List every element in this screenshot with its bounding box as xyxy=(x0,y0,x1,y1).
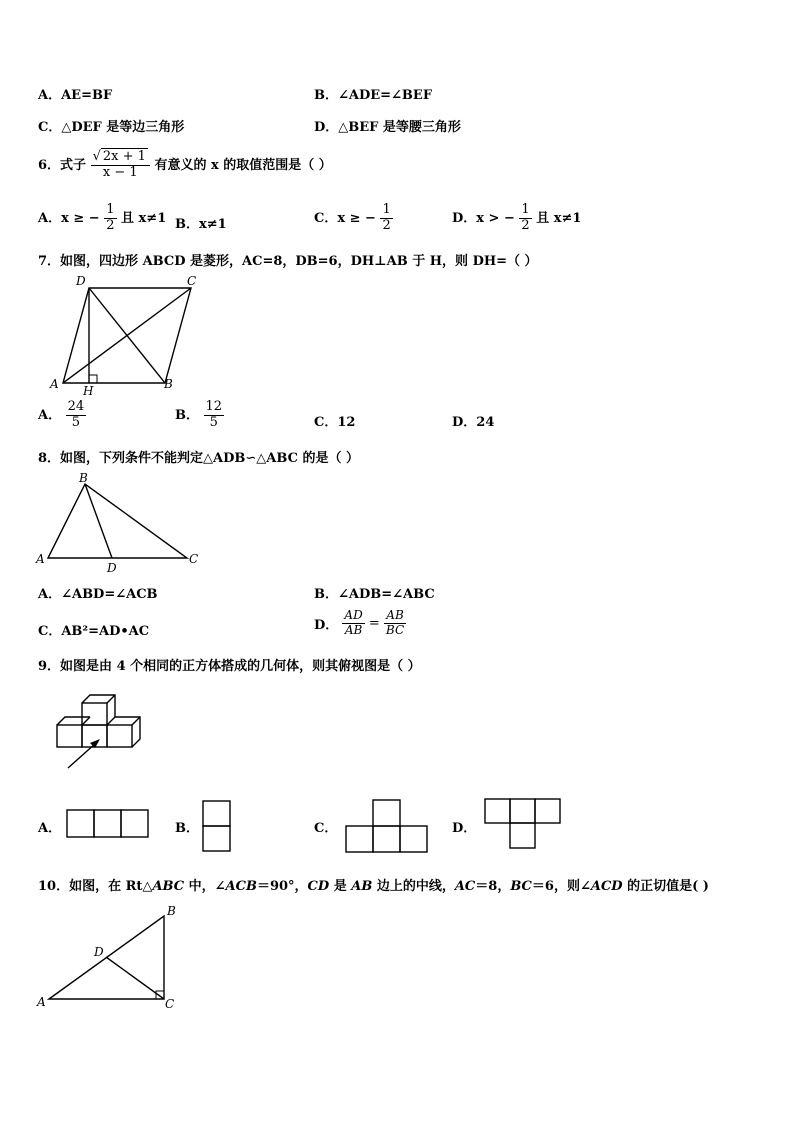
q10-stem-part: 边上的中线， xyxy=(372,879,455,894)
q10-stem xyxy=(38,875,709,894)
q8-option-d-fraction-2 xyxy=(384,609,406,638)
q9-option-b: B． xyxy=(175,821,199,836)
q10-label-c: C xyxy=(165,997,175,1011)
q10-stem-part: ACD xyxy=(590,879,623,894)
q8-option-c: C．AB²=AD•AC xyxy=(38,624,150,639)
fraction-denominator: AB xyxy=(344,622,363,637)
q6-stem xyxy=(38,150,332,181)
q5-option-c: C．△DEF 是等边三角形 xyxy=(38,120,185,135)
q8-option-b: B．∠ADB=∠ABC xyxy=(314,587,435,602)
q7-option-a-fraction xyxy=(66,400,87,431)
q8-option-d-label: D． xyxy=(314,617,339,633)
fraction-numerator: 1 xyxy=(382,202,391,217)
q8-label-d: D xyxy=(107,561,117,575)
q9-cubes-figure xyxy=(50,688,170,778)
fraction-denominator: BC xyxy=(385,622,405,637)
q6-option-d-post: 且 x≠1 xyxy=(536,210,582,226)
q10-stem-part: 中，∠ xyxy=(184,879,226,894)
q5-option-b: B．∠ADE=∠BEF xyxy=(314,88,433,103)
q10-stem-part: CD xyxy=(307,879,330,894)
q7-option-b xyxy=(175,400,224,431)
fraction-numerator: 1 xyxy=(521,202,530,217)
fraction-numerator: AD xyxy=(344,608,363,622)
q10-right-triangle-figure xyxy=(34,900,184,1015)
q6-option-a-fraction xyxy=(104,203,116,234)
q8-label-b: B xyxy=(79,471,88,485)
fraction-numerator: AB xyxy=(384,609,406,624)
q7-label-a: A xyxy=(50,377,59,391)
q9-option-c-grid xyxy=(345,799,429,855)
q5-option-a: A．AE=BF xyxy=(38,88,113,103)
q7-option-b-label: B． xyxy=(175,407,199,423)
q6-option-a-pre: A．x ≥ − xyxy=(38,210,100,226)
q7-option-d: D．24 xyxy=(452,415,495,430)
fraction-numerator: 24 xyxy=(67,399,85,414)
q6-prefix: 6．式子 xyxy=(38,157,87,173)
q8-label-c: C xyxy=(189,552,199,566)
q10-stem-part: 10．如图，在 Rt△ xyxy=(38,879,153,894)
q6-fraction-numerator xyxy=(91,150,150,166)
q7-option-c: C．12 xyxy=(314,415,356,430)
q10-label-a: A xyxy=(37,995,46,1009)
q6-suffix: 有意义的 x 的取值范围是（ ） xyxy=(154,157,332,173)
q6-option-d xyxy=(452,203,581,234)
fraction-numerator: 1 xyxy=(106,202,115,217)
fraction-denominator: 2 xyxy=(106,217,115,233)
q6-radicand: 2x + 1 xyxy=(102,149,146,164)
q6-option-c-fraction xyxy=(380,203,392,234)
q9-option-a: A． xyxy=(38,821,62,836)
q7-option-a xyxy=(38,400,86,431)
q9-option-c: C． xyxy=(314,821,338,836)
q8-label-a: A xyxy=(36,552,45,566)
q10-stem-part: ABC xyxy=(152,879,185,894)
q9-stem: 9．如图是由 4 个相同的正方体搭成的几何体，则其俯视图是（ ） xyxy=(38,659,421,674)
q9-option-d: D． xyxy=(452,821,477,836)
q7-label-b: B xyxy=(164,377,173,391)
q9-option-b-grid xyxy=(202,800,232,854)
q9-option-a-grid xyxy=(66,809,150,839)
q7-label-c: C xyxy=(187,274,197,288)
q10-stem-part: ACB xyxy=(225,879,257,894)
q10-stem-part: AB xyxy=(351,879,373,894)
fraction-denominator: 5 xyxy=(71,414,81,430)
q8-option-d-equals: = xyxy=(368,615,380,631)
q8-triangle-figure xyxy=(32,468,207,576)
q6-option-b: B．x≠1 xyxy=(175,217,227,232)
q7-rhombus-figure xyxy=(40,268,215,398)
sqrt-icon: √ 2x + 1 xyxy=(92,149,146,164)
q10-stem-part: BC xyxy=(510,879,532,894)
fraction-denominator: 2 xyxy=(382,217,391,233)
q6-option-a-post: 且 x≠1 xyxy=(121,210,167,226)
fraction-denominator: 5 xyxy=(209,414,218,430)
fraction-numerator: 12 xyxy=(205,399,223,414)
q10-stem-part: 是 xyxy=(329,879,352,894)
q7-label-h: H xyxy=(83,384,94,398)
q10-label-d: D xyxy=(94,945,104,959)
q6-option-a xyxy=(38,203,166,234)
q7-stem: 7．如图，四边形 ABCD 是菱形，AC=8，DB=6，DH⊥AB 于 H，则 DH=（ ） xyxy=(38,254,538,269)
q7-option-a-label: A． xyxy=(38,407,62,423)
q6-fraction xyxy=(91,150,150,181)
q10-stem-part: ＝6，则∠ xyxy=(531,879,591,894)
q6-fraction-denominator: x − 1 xyxy=(102,164,138,180)
q7-option-b-fraction xyxy=(204,400,225,431)
q6-option-c-pre: C．x ≥ − xyxy=(314,210,376,226)
q10-stem-part: 的正切值是( ) xyxy=(622,879,709,894)
fraction-denominator: 2 xyxy=(521,217,530,233)
q8-option-a: A．∠ABD=∠ACB xyxy=(38,587,158,602)
q10-stem-part: AC xyxy=(454,879,476,894)
q10-label-b: B xyxy=(167,904,176,918)
q8-option-d-fraction-1 xyxy=(342,609,364,638)
q10-stem-part: ＝8， xyxy=(475,879,511,894)
q6-option-c xyxy=(314,203,393,234)
q5-option-d: D．△BEF 是等腰三角形 xyxy=(314,120,461,135)
q9-option-d-grid xyxy=(484,798,564,854)
q7-label-d: D xyxy=(76,274,86,288)
q8-stem: 8．如图，下列条件不能判定△ADB∽△ABC 的是（ ） xyxy=(38,451,359,466)
q6-option-d-pre: D．x > − xyxy=(452,210,515,226)
q10-stem-part: ＝90°， xyxy=(256,879,308,894)
q6-option-d-fraction xyxy=(519,203,531,234)
q8-option-d xyxy=(314,609,406,638)
